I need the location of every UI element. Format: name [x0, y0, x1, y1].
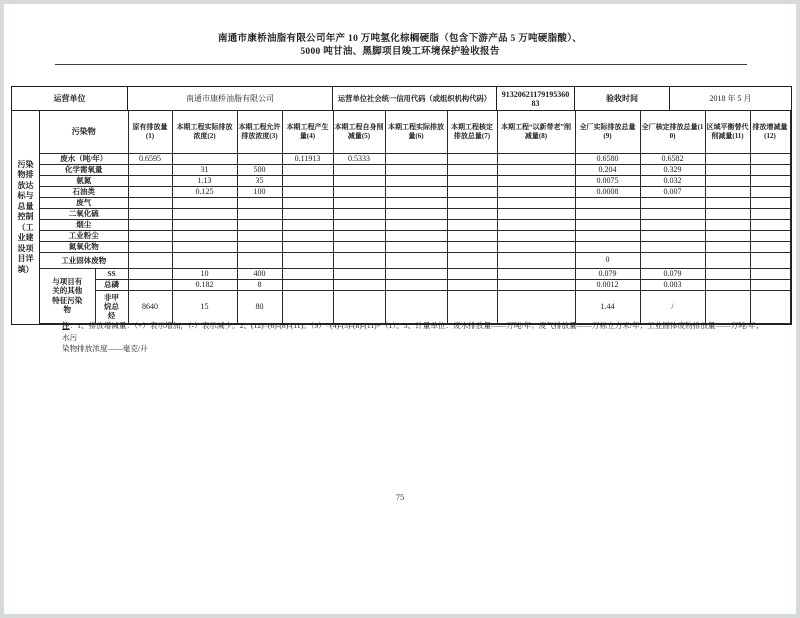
value-cell: [750, 252, 790, 268]
pollutant-name: 总磷: [95, 279, 128, 290]
column-header-10: 全厂核定排放总量(10): [640, 111, 705, 153]
value-cell: [750, 164, 790, 175]
value-cell: [385, 197, 447, 208]
value-cell: 10: [172, 268, 237, 279]
value-cell: [750, 175, 790, 186]
value-cell: [575, 219, 640, 230]
value-cell: [497, 175, 575, 186]
value-cell: [750, 219, 790, 230]
pollutant-name: 非甲烷总烃: [95, 290, 128, 323]
value-cell: [333, 208, 385, 219]
value-cell: [282, 268, 333, 279]
value-cell: [640, 197, 705, 208]
value-cell: [640, 252, 705, 268]
value-cell: [750, 186, 790, 197]
value-cell: [447, 186, 497, 197]
value-cell: [497, 153, 575, 164]
value-cell: 100: [237, 186, 282, 197]
pollutant-column-header: 污染物: [40, 111, 128, 153]
value-cell: [447, 153, 497, 164]
value-cell: [705, 241, 750, 252]
value-cell: [385, 279, 447, 290]
value-cell: [497, 290, 575, 323]
table-row: [40, 186, 790, 197]
value-cell: 0.007: [640, 186, 705, 197]
value-cell: [705, 175, 750, 186]
value-cell: [447, 219, 497, 230]
value-cell: [333, 268, 385, 279]
pollutant-name: 化学需氧量: [40, 164, 128, 175]
footnote: [62, 320, 770, 355]
column-header-2: 本期工程实际排放浓度(2): [172, 111, 237, 153]
value-cell: 0.0008: [575, 186, 640, 197]
value-cell: [385, 175, 447, 186]
value-cell: [282, 219, 333, 230]
table-row: [40, 290, 790, 323]
section-side-label: 污染物排放达标与总量控制（工业建设项目详填）: [12, 111, 40, 324]
column-header-11: 区域平衡替代削减量(11): [705, 111, 750, 153]
value-cell: [237, 219, 282, 230]
value-cell: [447, 279, 497, 290]
value-cell: [237, 197, 282, 208]
value-cell: [385, 230, 447, 241]
value-cell: [237, 241, 282, 252]
pollutant-name: 烟尘: [40, 219, 128, 230]
value-cell: [385, 153, 447, 164]
table-row: [40, 153, 790, 164]
table-row: [40, 279, 790, 290]
value-cell: [750, 230, 790, 241]
value-cell: [705, 197, 750, 208]
value-cell: [282, 208, 333, 219]
value-cell: [237, 153, 282, 164]
value-cell: [640, 208, 705, 219]
value-cell: [333, 241, 385, 252]
value-cell: [705, 290, 750, 323]
value-cell: 0.11913: [282, 153, 333, 164]
value-cell: [237, 208, 282, 219]
value-cell: 0.6582: [640, 153, 705, 164]
table-row: [40, 230, 790, 241]
header-rule: [55, 64, 747, 65]
value-cell: [497, 164, 575, 175]
value-cell: 80: [237, 290, 282, 323]
value-cell: [385, 241, 447, 252]
value-cell: [497, 252, 575, 268]
value-cell: [705, 153, 750, 164]
value-cell: [385, 252, 447, 268]
value-cell: [640, 230, 705, 241]
pollutant-name: 工业粉尘: [40, 230, 128, 241]
value-cell: [447, 241, 497, 252]
value-cell: 0.125: [172, 186, 237, 197]
value-cell: [333, 186, 385, 197]
value-cell: 0.6595: [128, 153, 172, 164]
value-cell: [750, 290, 790, 323]
column-header-5: 本期工程自身削减量(5): [333, 111, 385, 153]
value-cell: [447, 208, 497, 219]
value-cell: [128, 241, 172, 252]
value-cell: [705, 279, 750, 290]
operator-value: 南通市康桥油脂有限公司: [128, 87, 333, 110]
value-cell: [447, 290, 497, 323]
column-header-7: 本期工程核定排放总量(7): [447, 111, 497, 153]
value-cell: [128, 197, 172, 208]
column-header-8: 本期工程“以新带老”削减量(8): [497, 111, 575, 153]
pollutant-name: 石油类: [40, 186, 128, 197]
value-cell: 0.0012: [575, 279, 640, 290]
footnote-line-1: [62, 320, 770, 343]
value-cell: 0.079: [575, 268, 640, 279]
value-cell: 0.003: [640, 279, 705, 290]
value-cell: [282, 290, 333, 323]
value-cell: 15: [172, 290, 237, 323]
value-cell: [282, 230, 333, 241]
pollutant-name: 二氧化硫: [40, 208, 128, 219]
value-cell: [333, 175, 385, 186]
value-cell: [282, 252, 333, 268]
value-cell: [172, 252, 237, 268]
value-cell: [575, 197, 640, 208]
column-header-1: 原有排放量(1): [128, 111, 172, 153]
table-row: [40, 164, 790, 175]
value-cell: [128, 208, 172, 219]
value-cell: [333, 230, 385, 241]
value-cell: [750, 241, 790, 252]
value-cell: 8: [237, 279, 282, 290]
value-cell: [172, 197, 237, 208]
value-cell: 0.079: [640, 268, 705, 279]
pollutant-table: [40, 111, 791, 324]
value-cell: 0.6580: [575, 153, 640, 164]
value-cell: [128, 164, 172, 175]
value-cell: [497, 241, 575, 252]
value-cell: [447, 252, 497, 268]
value-cell: 1.13: [172, 175, 237, 186]
value-cell: [237, 252, 282, 268]
value-cell: [333, 290, 385, 323]
value-cell: [385, 208, 447, 219]
value-cell: [447, 164, 497, 175]
value-cell: [705, 230, 750, 241]
value-cell: [705, 164, 750, 175]
value-cell: [385, 290, 447, 323]
value-cell: [282, 197, 333, 208]
value-cell: [333, 197, 385, 208]
acceptance-time-value: 2018 年 5 月: [709, 94, 752, 103]
value-cell: [750, 279, 790, 290]
footnote-label: 注: [62, 321, 70, 330]
value-cell: 1.44: [575, 290, 640, 323]
pollutant-name: 工业固体废物: [40, 252, 128, 268]
value-cell: [575, 241, 640, 252]
value-cell: [172, 230, 237, 241]
pollutant-name: 氮氧化物: [40, 241, 128, 252]
value-cell: [128, 175, 172, 186]
value-cell: [750, 197, 790, 208]
operator-label: 运营单位: [12, 87, 128, 110]
value-cell: [497, 219, 575, 230]
value-cell: [705, 186, 750, 197]
value-cell: [640, 241, 705, 252]
title-line-2: 5000 吨甘油、黑脚项目竣工环境保护验收报告: [300, 47, 500, 57]
value-cell: [172, 153, 237, 164]
footnote-line-2: 染物排放浓度——毫克/升: [62, 344, 148, 353]
value-cell: [128, 230, 172, 241]
value-cell: [385, 164, 447, 175]
column-header-6: 本期工程实际排放量(6): [385, 111, 447, 153]
column-header-9: 全厂实际排放总量(9): [575, 111, 640, 153]
value-cell: [385, 268, 447, 279]
value-cell: [705, 219, 750, 230]
value-cell: [575, 230, 640, 241]
table-row: [40, 241, 790, 252]
page-number: 75: [395, 492, 405, 502]
value-cell: [282, 175, 333, 186]
value-cell: 0.0075: [575, 175, 640, 186]
value-cell: 8640: [128, 290, 172, 323]
value-cell: 35: [237, 175, 282, 186]
value-cell: [282, 279, 333, 290]
value-cell: 0.5333: [333, 153, 385, 164]
acceptance-table: [11, 86, 792, 325]
value-cell: [385, 186, 447, 197]
pollutant-name: 氨氮: [40, 175, 128, 186]
value-cell: [497, 208, 575, 219]
value-cell: [172, 241, 237, 252]
info-row: [12, 87, 791, 111]
value-cell: 400: [237, 268, 282, 279]
value-cell: [575, 208, 640, 219]
value-cell: [128, 268, 172, 279]
column-header-row: [40, 111, 790, 153]
value-cell: [128, 279, 172, 290]
column-header-12: 排放增减量(12): [750, 111, 790, 153]
acceptance-time-label: 验收时间: [575, 87, 670, 110]
value-cell: [333, 219, 385, 230]
table-row: [40, 268, 790, 279]
table-body: [12, 111, 791, 324]
table-row: [40, 219, 790, 230]
pollutant-group-label: 与项目有关的其他特征污染物: [40, 268, 95, 323]
value-cell: [705, 252, 750, 268]
title-line-1: 南通市康桥油脂有限公司年产 10 万吨氢化棕榈硬脂（包含下游产品 5 万吨硬脂酸）、: [217, 34, 583, 44]
value-cell: [282, 164, 333, 175]
value-cell: [172, 219, 237, 230]
value-cell: [237, 230, 282, 241]
pollutant-name: 废气: [40, 197, 128, 208]
value-cell: [497, 230, 575, 241]
table-row: [40, 197, 790, 208]
value-cell: [128, 252, 172, 268]
value-cell: [282, 241, 333, 252]
value-cell: [333, 164, 385, 175]
value-cell: [128, 186, 172, 197]
value-cell: [497, 186, 575, 197]
footnote-text-1: ：1、排放增减量：（+）表示增加，（-）表示减少。2、(12)=(6)-(8)-(11)。（9）=(4)-(5)-(8)-(11)+（1）。3、计量单位：废水排放量——万吨/年；废气排放量——万标立方米/年；工业固体废物排放量——万吨/年；水污: [62, 321, 764, 342]
value-cell: [282, 186, 333, 197]
value-cell: [447, 197, 497, 208]
value-cell: 0.032: [640, 175, 705, 186]
value-cell: 0: [575, 252, 640, 268]
value-cell: [750, 268, 790, 279]
pollutant-name: SS: [95, 268, 128, 279]
credit-code-label: 运营单位社会统一信用代码（或组织机构代码）: [333, 87, 497, 110]
value-cell: [333, 279, 385, 290]
pollutant-tbody: [40, 153, 790, 323]
value-cell: [128, 219, 172, 230]
value-cell: /: [640, 290, 705, 323]
value-cell: [447, 268, 497, 279]
value-cell: [705, 268, 750, 279]
value-cell: [750, 208, 790, 219]
column-header-3: 本期工程允许排放浓度(3): [237, 111, 282, 153]
table-row: [40, 252, 790, 268]
value-cell: 500: [237, 164, 282, 175]
value-cell: [705, 208, 750, 219]
value-cell: 0.182: [172, 279, 237, 290]
table-row: [40, 175, 790, 186]
value-cell: [385, 219, 447, 230]
value-cell: 31: [172, 164, 237, 175]
value-cell: [333, 252, 385, 268]
value-cell: 0.204: [575, 164, 640, 175]
table-row: [40, 208, 790, 219]
page-title: [40, 33, 760, 59]
value-cell: [497, 279, 575, 290]
value-cell: [640, 219, 705, 230]
value-cell: [497, 197, 575, 208]
value-cell: [497, 268, 575, 279]
value-cell: [172, 208, 237, 219]
credit-code-value: 9132062117919536083: [497, 87, 575, 110]
value-cell: 0.329: [640, 164, 705, 175]
pollutant-name: 废水（吨/年）: [40, 153, 128, 164]
column-header-4: 本期工程产生量(4): [282, 111, 333, 153]
value-cell: [447, 230, 497, 241]
value-cell: [447, 175, 497, 186]
value-cell: [750, 153, 790, 164]
